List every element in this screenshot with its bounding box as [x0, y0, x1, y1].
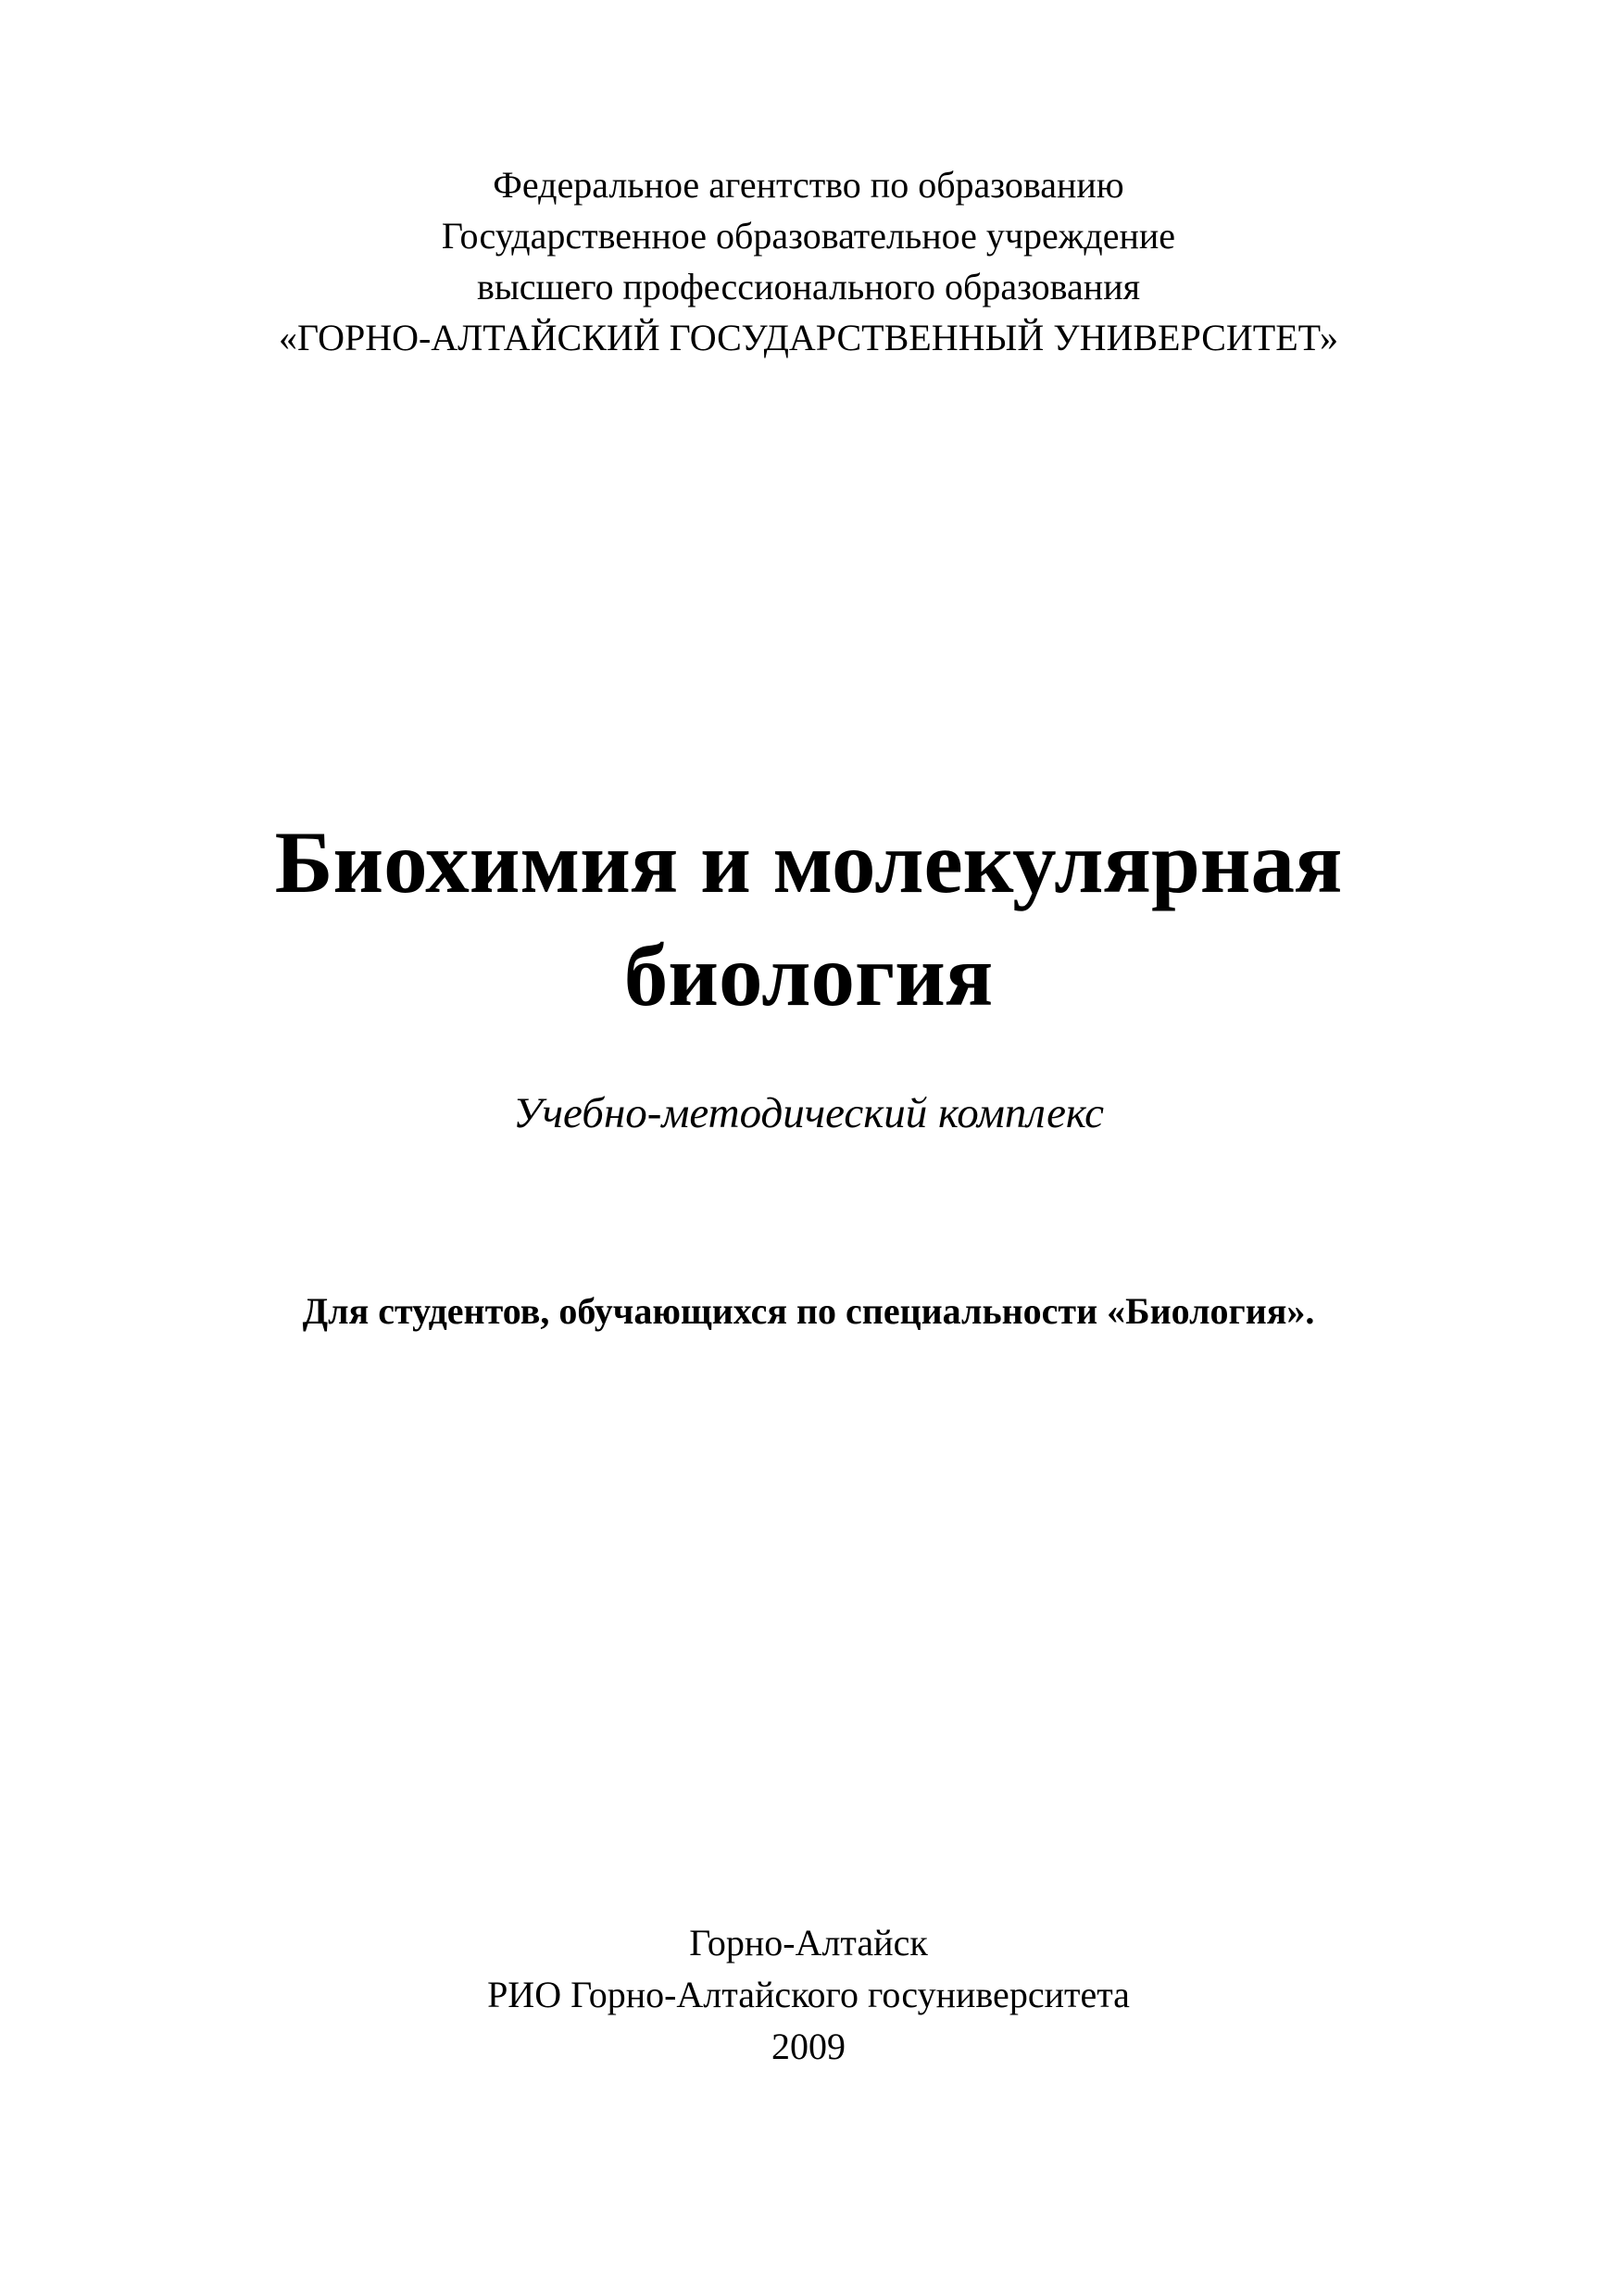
- education-level: высшего профессионального образования: [477, 266, 1140, 307]
- title-line-2: биология: [623, 926, 994, 1024]
- institution-header: [0, 159, 1617, 363]
- agency-name: Федеральное агентство по образованию: [493, 164, 1124, 206]
- title-line-1: Биохимия и молекулярная: [274, 813, 1343, 911]
- imprint-publisher: РИО Горно-Алтайского госуниверситета: [487, 1974, 1130, 2015]
- imprint-city: Горно-Алтайск: [689, 1922, 928, 1964]
- document-subtitle: Учебно-методический комплекс: [513, 1089, 1104, 1137]
- imprint-year: 2009: [771, 2026, 846, 2067]
- imprint: [0, 1917, 1617, 2073]
- document-title: [0, 806, 1617, 1032]
- institution-type: Государственное образовательное учреждение: [441, 215, 1176, 257]
- university-name: «ГОРНО-АЛТАЙСКИЙ ГОСУДАРСТВЕННЫЙ УНИВЕРСИТЕТ»: [278, 317, 1339, 358]
- target-audience: Для студентов, обучающихся по специальности «Биология».: [302, 1290, 1315, 1332]
